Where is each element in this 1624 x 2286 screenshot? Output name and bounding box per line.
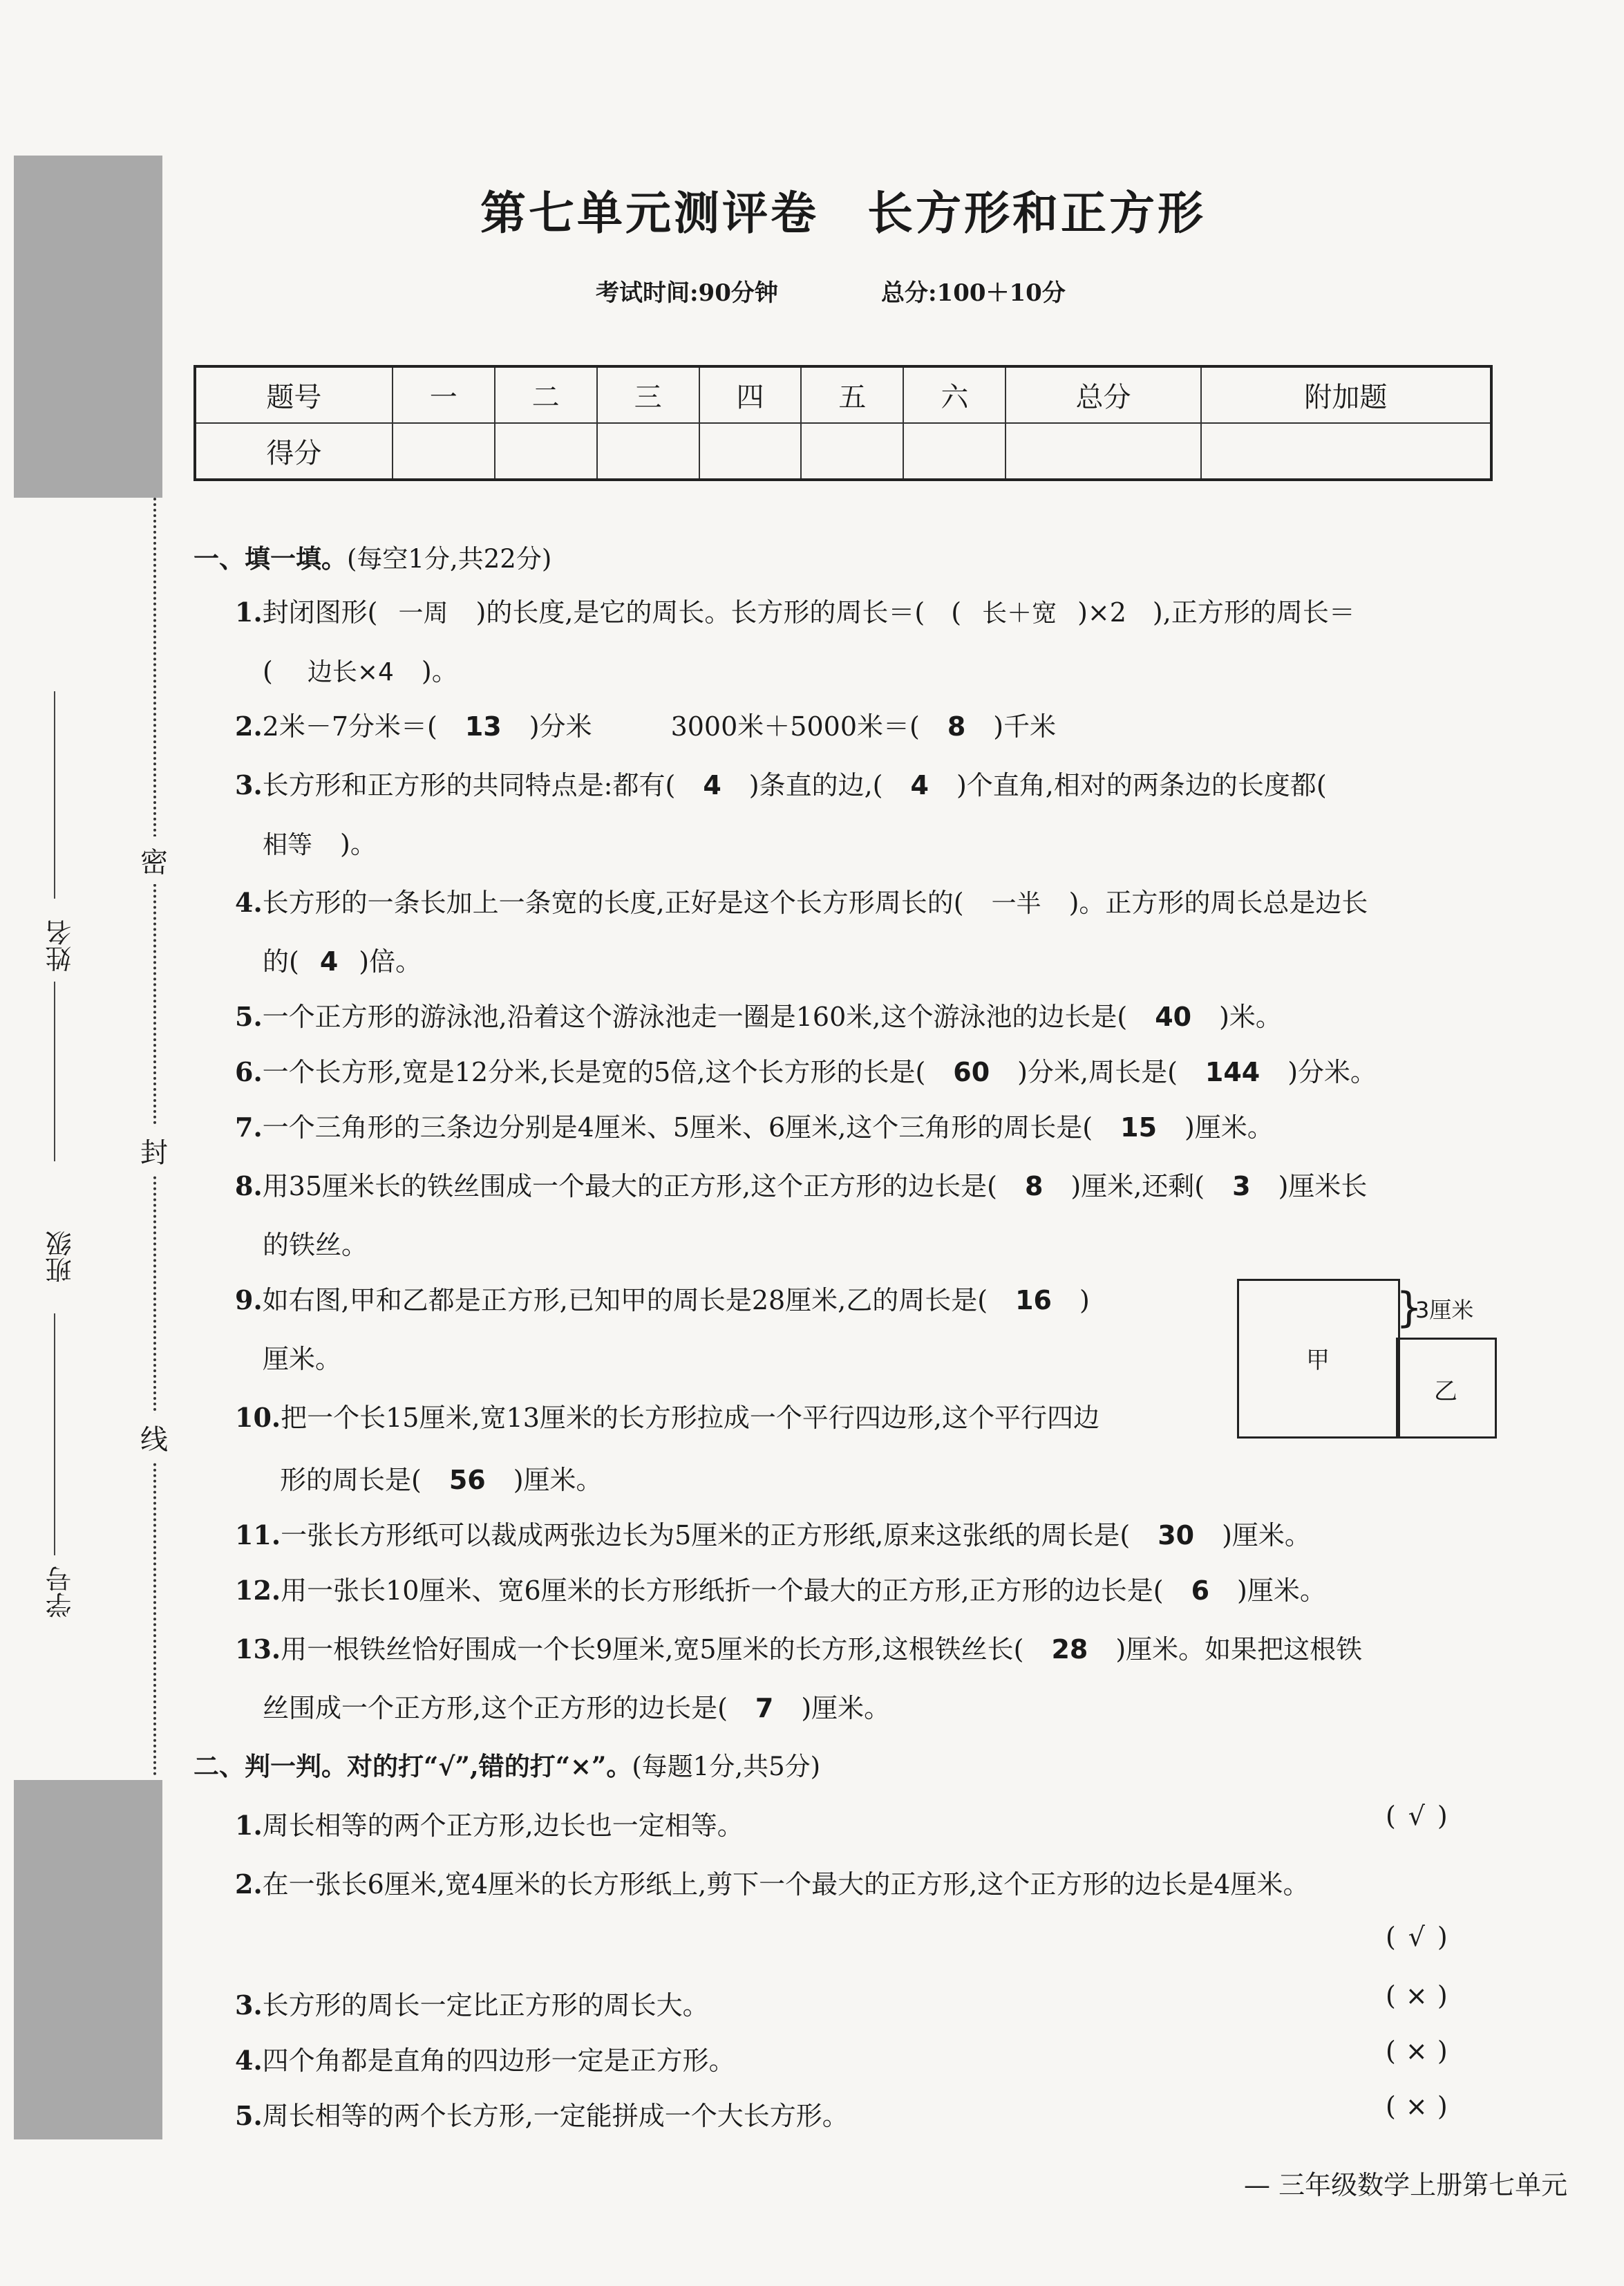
score-header-cell: 一 bbox=[393, 366, 495, 423]
question-10a bbox=[235, 1396, 1099, 1434]
q5-pre: 一个正方形的游泳池,沿着这个游泳池走一圈是160米,这个游泳池的边长是( bbox=[262, 1002, 1128, 1032]
paren-open: ( bbox=[1386, 1801, 1396, 1831]
paren-close: ) bbox=[1437, 2091, 1448, 2121]
section1-heading bbox=[193, 538, 551, 575]
q4a-post: )。正方形的周长总是边长 bbox=[1068, 888, 1368, 918]
answer-q11: 30 bbox=[1158, 1520, 1195, 1550]
question-1a bbox=[235, 591, 1355, 629]
score-blank-cell[interactable] bbox=[699, 423, 802, 480]
answer-q9: 16 bbox=[1015, 1285, 1052, 1315]
question-number: 4. bbox=[235, 887, 263, 918]
score-row-label: 得分 bbox=[195, 423, 393, 480]
bottom-grey-band bbox=[14, 1780, 162, 2139]
score-header-row bbox=[195, 366, 1491, 423]
q3a-mid: )条直的边,( bbox=[748, 770, 883, 800]
cross-mark: × bbox=[1405, 2036, 1428, 2066]
question-number: 12. bbox=[235, 1575, 281, 1606]
q6-mid: )分米,周长是( bbox=[1017, 1057, 1178, 1087]
question-number: 1. bbox=[235, 597, 263, 628]
page-title: 第七单元测评卷 长方形和正方形 bbox=[480, 186, 1206, 240]
check-mark: √ bbox=[1408, 1801, 1425, 1831]
cross-mark: × bbox=[1405, 1980, 1428, 2011]
q10b-pre: 形的周长是( bbox=[280, 1465, 422, 1495]
answer-q4-2: 4 bbox=[319, 946, 339, 977]
question-number: 8. bbox=[235, 1170, 263, 1201]
cross-mark: × bbox=[1405, 2091, 1428, 2121]
judge-item-2 bbox=[235, 1863, 1309, 1901]
section2-heading bbox=[193, 1745, 820, 1783]
judge-answer-4 bbox=[1386, 2036, 1448, 2066]
label-yi: 乙 bbox=[1434, 1378, 1457, 1405]
judge-text-2: 在一张长6厘米,宽4厘米的长方形纸上,剪下一个最大的正方形,这个正方形的边长是4厘米。 bbox=[262, 1869, 1310, 1900]
q13b-post: )厘米。 bbox=[801, 1693, 891, 1723]
score-blank-cell[interactable] bbox=[1201, 423, 1491, 480]
question-number: 11. bbox=[235, 1519, 281, 1550]
score-header-cell: 附加题 bbox=[1201, 366, 1491, 423]
question-10b bbox=[280, 1459, 603, 1497]
answer-q12: 6 bbox=[1191, 1575, 1210, 1606]
side-label-xuehao: 学号 bbox=[46, 1566, 76, 1618]
score-header-cell: 五 bbox=[801, 366, 903, 423]
section2-note: (每题1分,共5分) bbox=[632, 1752, 821, 1781]
question-number: 3. bbox=[235, 769, 263, 800]
q13a-post: )厘米。如果把这根铁 bbox=[1115, 1634, 1363, 1665]
judge-text-1: 周长相等的两个正方形,边长也一定相等。 bbox=[262, 1810, 744, 1841]
score-header-cell: 三 bbox=[597, 366, 699, 423]
question-number: 6. bbox=[235, 1056, 263, 1087]
paren-open: ( bbox=[1386, 1922, 1396, 1952]
question-4b bbox=[263, 940, 422, 978]
q2-pre: 2米－7分米＝( bbox=[262, 711, 437, 742]
question-9a bbox=[235, 1279, 1090, 1317]
question-number: 5. bbox=[235, 1001, 263, 1032]
question-number: 3. bbox=[235, 1989, 263, 2021]
answer-q8-2: 3 bbox=[1232, 1171, 1251, 1201]
q3b-post: )。 bbox=[340, 829, 377, 859]
question-8b: 的铁丝。 bbox=[263, 1230, 368, 1260]
page-footer: — 三年级数学上册第七单元 bbox=[1244, 2170, 1568, 2200]
q9a-post: ) bbox=[1079, 1285, 1090, 1315]
score-table bbox=[193, 365, 1493, 481]
answer-q3-1: 4 bbox=[703, 770, 721, 800]
label-jia: 甲 bbox=[1306, 1347, 1330, 1374]
q13b-pre: 丝围成一个正方形,这个正方形的边长是( bbox=[263, 1693, 728, 1723]
q1a-post: )×2 ),正方形的周长＝ bbox=[1077, 597, 1355, 628]
score-blank-cell[interactable] bbox=[597, 423, 699, 480]
q5-post: )米。 bbox=[1219, 1002, 1282, 1032]
brace-icon: } bbox=[1396, 1284, 1423, 1332]
score-header-cell: 四 bbox=[699, 366, 802, 423]
q9a-pre: 如右图,甲和乙都是正方形,已知甲的周长是28厘米,乙的周长是( bbox=[262, 1285, 988, 1315]
judge-answer-3 bbox=[1386, 1980, 1448, 2011]
question-11 bbox=[235, 1514, 1311, 1552]
q1a-pre: 封闭图形( bbox=[262, 597, 378, 628]
question-12 bbox=[235, 1569, 1326, 1607]
answer-q3-3: 相等 bbox=[263, 831, 313, 859]
q1a-mid: )的长度,是它的周长。长方形的周长＝( ( bbox=[475, 597, 962, 628]
question-number: 2. bbox=[235, 1868, 263, 1900]
paren-close: ) bbox=[1437, 2036, 1448, 2066]
question-3b bbox=[263, 823, 377, 861]
q2-post: )千米 bbox=[993, 711, 1057, 742]
q3a-pre: 长方形和正方形的共同特点是:都有( bbox=[262, 770, 676, 800]
question-number: 4. bbox=[235, 2045, 263, 2076]
judge-item-1 bbox=[235, 1804, 744, 1842]
judge-text-4: 四个角都是直角的四边形一定是正方形。 bbox=[262, 2045, 735, 2076]
answer-q1-1: 一周 bbox=[398, 599, 449, 628]
judge-answer-1 bbox=[1386, 1801, 1448, 1831]
question-1b bbox=[263, 650, 458, 688]
total-score: 总分:100＋10分 bbox=[881, 279, 1066, 307]
paren-close: ) bbox=[1437, 1801, 1448, 1831]
judge-item-4 bbox=[235, 2039, 735, 2077]
question-13b bbox=[263, 1687, 890, 1725]
answer-q6-2: 144 bbox=[1205, 1057, 1261, 1087]
question-number: 13. bbox=[235, 1633, 281, 1665]
q4a-pre: 长方形的一条长加上一条宽的长度,正好是这个长方形周长的( bbox=[262, 888, 964, 918]
q13a-pre: 用一根铁丝恰好围成一个长9厘米,宽5厘米的长方形,这根铁丝长( bbox=[281, 1634, 1024, 1665]
question-4a bbox=[235, 881, 1368, 919]
q11-post: )厘米。 bbox=[1222, 1520, 1311, 1550]
q4b-post: )倍。 bbox=[359, 946, 422, 977]
question-5 bbox=[235, 995, 1282, 1033]
judge-item-5 bbox=[235, 2095, 849, 2133]
question-13a bbox=[235, 1628, 1362, 1666]
q8a-post: )厘米长 bbox=[1278, 1171, 1368, 1201]
xingming-blank-2 bbox=[54, 982, 55, 1161]
seal-char-xian: 线 bbox=[140, 1414, 168, 1461]
question-6 bbox=[235, 1051, 1377, 1089]
score-header-cell: 题号 bbox=[195, 366, 393, 423]
side-label-banji: 班级 bbox=[46, 1230, 76, 1283]
score-blank-cell[interactable] bbox=[495, 423, 597, 480]
q6-pre: 一个长方形,宽是12分米,长是宽的5倍,这个长方形的长是( bbox=[262, 1057, 926, 1087]
q4b-pre: 的( bbox=[263, 946, 299, 977]
score-value-row bbox=[195, 423, 1491, 480]
judge-answer-2 bbox=[1386, 1922, 1448, 1952]
q10a: 把一个长15厘米,宽13厘米的长方形拉成一个平行四边形,这个平行四边 bbox=[281, 1403, 1099, 1433]
score-blank-cell[interactable] bbox=[903, 423, 1005, 480]
q12-post: )厘米。 bbox=[1237, 1575, 1326, 1606]
paren-open: ( bbox=[1386, 1980, 1396, 2011]
banji-blank bbox=[54, 1313, 55, 1555]
answer-q13-1: 28 bbox=[1051, 1634, 1088, 1665]
q11-pre: 一张长方形纸可以裁成两张边长为5厘米的正方形纸,原来这张纸的周长是( bbox=[281, 1520, 1131, 1550]
score-header-cell: 二 bbox=[495, 366, 597, 423]
dimension-label: 3厘米 bbox=[1415, 1297, 1474, 1323]
q8a-mid: )厘米,还剩( bbox=[1070, 1171, 1205, 1201]
answer-q2-1: 13 bbox=[464, 711, 502, 742]
score-blank-cell[interactable] bbox=[1005, 423, 1200, 480]
answer-q6-1: 60 bbox=[953, 1057, 990, 1087]
q7-post: )厘米。 bbox=[1184, 1112, 1274, 1143]
answer-q5: 40 bbox=[1155, 1002, 1192, 1032]
answer-q7: 15 bbox=[1120, 1112, 1158, 1143]
question-9b: 厘米。 bbox=[263, 1344, 342, 1374]
judge-answer-5 bbox=[1386, 2091, 1448, 2121]
section1-note: (每空1分,共22分) bbox=[347, 544, 552, 574]
section2-title: 二、判一判。对的打“√”,错的打“×”。 bbox=[193, 1751, 632, 1781]
paren-close: ) bbox=[1437, 1980, 1448, 2011]
q10b-post: )厘米。 bbox=[513, 1465, 603, 1495]
question-number: 1. bbox=[235, 1810, 263, 1841]
score-header-cell: 六 bbox=[903, 366, 1005, 423]
paren-open: ( bbox=[1386, 2091, 1396, 2121]
q7-pre: 一个三角形的三条边分别是4厘米、5厘米、6厘米,这个三角形的周长是( bbox=[262, 1112, 1093, 1143]
q3a-post: )个直角,相对的两条边的长度都( bbox=[956, 770, 1327, 800]
question-number: 10. bbox=[235, 1402, 281, 1433]
q1b-post: )。 bbox=[421, 656, 458, 686]
q1b-pre: ( bbox=[263, 656, 273, 686]
answer-q10: 56 bbox=[449, 1465, 486, 1495]
answer-q2-2: 8 bbox=[947, 711, 966, 742]
answer-q8-1: 8 bbox=[1024, 1171, 1044, 1201]
answer-q4-1: 一半 bbox=[991, 890, 1041, 918]
question-number: 5. bbox=[235, 2100, 263, 2131]
answer-q13-2: 7 bbox=[755, 1693, 774, 1723]
side-label-xingming: 姓名 bbox=[46, 919, 76, 972]
question-number: 7. bbox=[235, 1112, 263, 1143]
judge-item-3 bbox=[235, 1984, 709, 2022]
score-blank-cell[interactable] bbox=[801, 423, 903, 480]
question-3a bbox=[235, 764, 1327, 802]
answer-q3-2: 4 bbox=[910, 770, 929, 800]
xingming-blank bbox=[54, 691, 55, 899]
seal-char-feng: 封 bbox=[140, 1127, 168, 1174]
answer-q1-3: 边长×4 bbox=[307, 658, 394, 686]
judge-text-5: 周长相等的两个长方形,一定能拼成一个大长方形。 bbox=[262, 2101, 849, 2131]
q2-mid: )分米 3000米＋5000米＝( bbox=[529, 711, 920, 742]
paren-close: ) bbox=[1437, 1922, 1448, 1952]
paren-open: ( bbox=[1386, 2036, 1396, 2066]
seal-char-mi: 密 bbox=[140, 836, 168, 884]
answer-q1-2: 长＋宽 bbox=[982, 599, 1057, 628]
q12-pre: 用一张长10厘米、宽6厘米的长方形纸折一个最大的正方形,正方形的边长是( bbox=[281, 1575, 1164, 1606]
question-2 bbox=[235, 705, 1056, 743]
question-number: 2. bbox=[235, 711, 263, 742]
section1-title: 一、填一填。 bbox=[193, 543, 347, 574]
judge-text-3: 长方形的周长一定比正方形的周长大。 bbox=[262, 1990, 709, 2021]
score-blank-cell[interactable] bbox=[393, 423, 495, 480]
question-number: 9. bbox=[235, 1284, 263, 1315]
q8a-pre: 用35厘米长的铁丝围成一个最大的正方形,这个正方形的边长是( bbox=[262, 1171, 997, 1201]
question-8a bbox=[235, 1165, 1367, 1203]
question-7 bbox=[235, 1106, 1274, 1144]
score-header-cell: 总分 bbox=[1005, 366, 1200, 423]
check-mark: √ bbox=[1408, 1922, 1425, 1952]
q6-post: )分米。 bbox=[1287, 1057, 1377, 1087]
exam-time: 考试时间:90分钟 bbox=[596, 279, 778, 307]
